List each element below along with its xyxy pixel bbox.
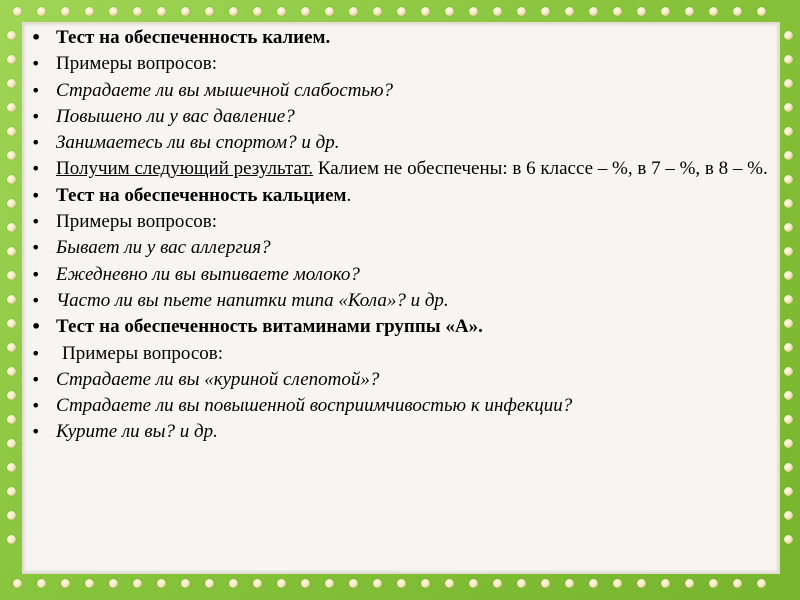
- potassium-test-heading: Тест на обеспеченность калием.: [56, 27, 331, 48]
- list-item: [30, 78, 772, 104]
- result-text: Калием не обеспечены: в 6 классе – %, в 7 – %, в 8 – %.: [313, 158, 768, 180]
- list-item: [30, 25, 772, 51]
- examples-label: Примеры вопросов:: [56, 211, 218, 233]
- list-item: [30, 130, 772, 156]
- result-label: Получим следующий результат.: [56, 158, 314, 180]
- list-item: [30, 156, 772, 182]
- question-text: Страдаете ли вы мышечной слабостью?: [56, 79, 393, 101]
- list-item: [30, 341, 772, 367]
- list-item: [30, 51, 772, 77]
- bullet-list: [30, 25, 772, 446]
- slide-content: [30, 25, 772, 446]
- question-text: Повышено ли у вас давление?: [56, 105, 295, 127]
- heading-period: .: [346, 184, 352, 206]
- question-text: Занимаетесь ли вы спортом? и др.: [56, 132, 340, 154]
- question-text: Ежедневно ли вы выпиваете молоко?: [56, 263, 360, 285]
- question-text: Страдаете ли вы «куриной слепотой»?: [56, 368, 380, 390]
- vitamin-a-test-heading: Тест на обеспеченность витаминами группы «А».: [56, 316, 483, 338]
- list-item: [30, 104, 772, 130]
- list-item: [30, 209, 772, 235]
- question-text: Часто ли вы пьете напитки типа «Кола»? и др.: [56, 289, 449, 311]
- question-text: Бывает ли у вас аллергия?: [56, 237, 271, 259]
- examples-label: Примеры вопросов:: [56, 53, 218, 75]
- list-item: [30, 262, 772, 288]
- examples-label: Примеры вопросов:: [62, 342, 224, 364]
- list-item: [30, 367, 772, 393]
- list-item: [30, 288, 772, 314]
- list-item: [30, 314, 772, 340]
- list-item: [30, 235, 772, 261]
- list-item: [30, 183, 772, 209]
- question-text: Курите ли вы? и др.: [56, 421, 218, 443]
- list-item: [30, 393, 772, 419]
- list-item: [30, 419, 772, 445]
- calcium-test-heading: Тест на обеспеченность кальцием: [56, 184, 347, 206]
- question-text: Страдаете ли вы повышенной восприимчивостью к инфекции?: [56, 395, 573, 417]
